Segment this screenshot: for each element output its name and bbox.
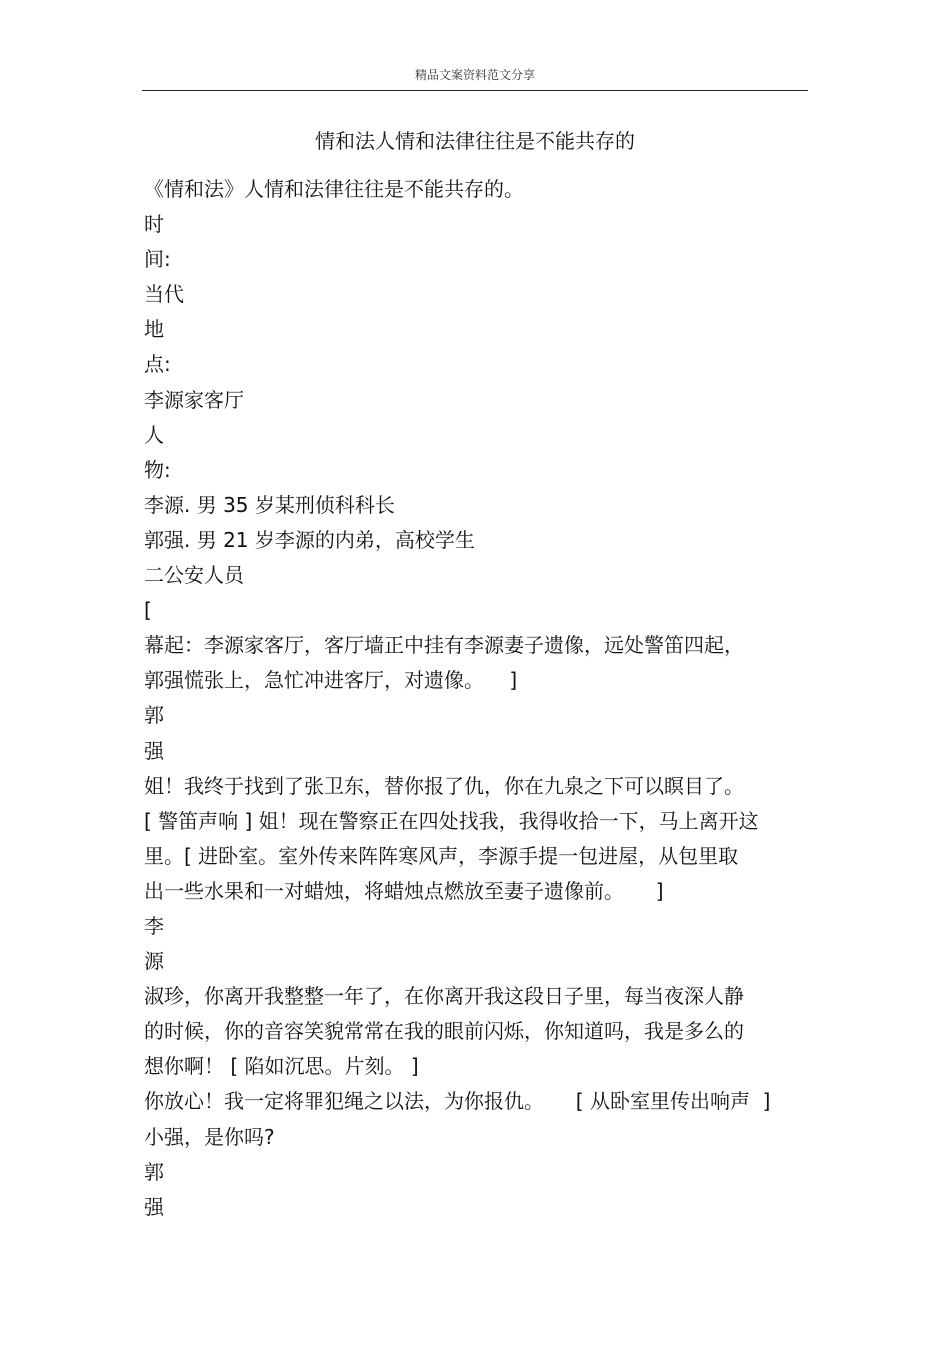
text-line: 幕起：李源家客厅，客厅墙正中挂有李源妻子遗像，远处警笛四起， xyxy=(144,633,744,658)
text-line: 强 xyxy=(144,738,164,763)
text-line: [ 警笛声响 ] 姐！现在警察正在四处找我，我得收拾一下，马上离开这 xyxy=(144,808,759,833)
text-line: 姐！我终于找到了张卫东，替你报了仇，你在九泉之下可以瞑目了。 xyxy=(144,773,744,798)
text-line: 人 xyxy=(144,422,164,447)
text-line: 二公安人员 xyxy=(144,563,244,588)
text-line: 淑珍，你离开我整整一年了，在你离开我这段日子里，每当夜深人静 xyxy=(144,984,744,1009)
text-line: 的时候，你的音容笑貌常常在我的眼前闪烁，你知道吗，我是多么的 xyxy=(144,1019,744,1044)
document-body xyxy=(144,172,804,1225)
text-line: 出一些水果和一对蜡烛，将蜡烛点燃放至妻子遗像前。 ] xyxy=(144,878,664,903)
text-line: 小强，是你吗? xyxy=(144,1124,275,1149)
text-line: 李 xyxy=(144,913,164,938)
text-line: 物: xyxy=(144,457,171,482)
text-line: 地 xyxy=(144,317,164,342)
text-line: 《情和法》人情和法律往往是不能共存的。 xyxy=(144,177,524,201)
document-title: 情和法人情和法律往往是不能共存的 xyxy=(315,129,635,153)
text-line: 你放心！我一定将罪犯绳之以法，为你报仇。 [ 从卧室里传出响声 ] xyxy=(144,1089,771,1114)
text-line: 李源家客厅 xyxy=(144,387,244,412)
text-line: 时 xyxy=(144,212,164,237)
text-line: 郭 xyxy=(144,1159,164,1184)
text-line: 强 xyxy=(144,1194,164,1219)
text-line: 间: xyxy=(144,247,171,272)
text-line: [ xyxy=(144,598,152,623)
text-line: 源 xyxy=(144,949,164,974)
text-line: 当代 xyxy=(144,282,184,307)
page-header: 精品文案资料范文分享 xyxy=(414,68,535,82)
text-line: 里。[ 进卧室。室外传来阵阵寒风声，李源手提一包进屋，从包里取 xyxy=(144,843,739,868)
text-line: 点: xyxy=(144,352,171,377)
header-divider xyxy=(142,90,808,91)
text-line: 想你啊！ [ 陷如沉思。片刻。 ] xyxy=(144,1054,419,1079)
text-line: 李源. 男 35 岁某刑侦科科长 xyxy=(144,492,395,517)
text-line: 郭强. 男 21 岁李源的内弟，高校学生 xyxy=(144,527,475,552)
text-line: 郭 xyxy=(144,703,164,728)
text-line: 郭强慌张上，急忙冲进客厅，对遗像。 ] xyxy=(144,668,518,693)
